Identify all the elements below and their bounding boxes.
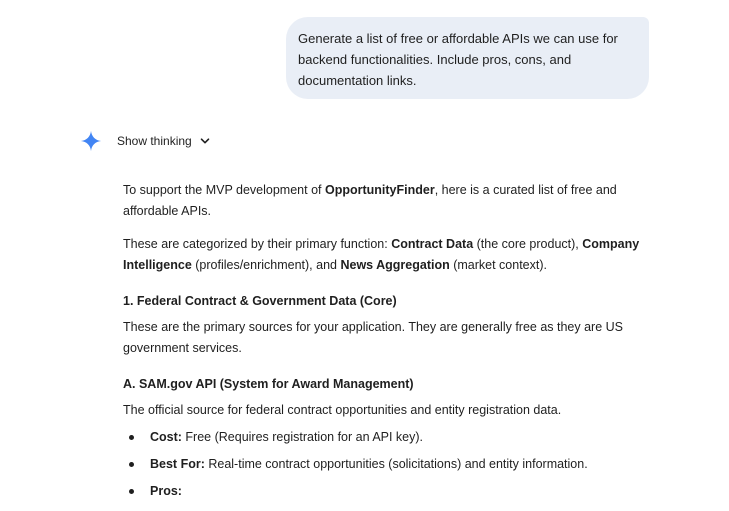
user-message-bubble <box>286 17 649 99</box>
show-thinking-button[interactable] <box>117 134 211 148</box>
bullet-dot <box>129 435 134 440</box>
show-thinking-label: Show thinking <box>117 134 192 148</box>
user-message-line: documentation links. <box>298 73 417 88</box>
section-1-text: These are the primary sources for your application. They are generally free as they are US government services. <box>123 320 624 355</box>
categories-text: (the core product), <box>473 237 583 251</box>
subsection-a-heading: A. SAM.gov API (System for Award Management) <box>123 377 414 391</box>
bullet-label: Best For: <box>150 457 205 471</box>
category-contract-data: Contract Data <box>391 237 474 251</box>
bullet-text: Real-time contract opportunities (solicitations) and entity information. <box>204 457 588 471</box>
categories-text: (profiles/enrichment), and <box>191 258 341 272</box>
list-item <box>123 454 653 481</box>
bullet-text: Free (Requires registration for an API key). <box>181 430 424 444</box>
bullet-dot <box>129 462 134 467</box>
intro-paragraph <box>123 180 653 222</box>
gemini-spark-icon <box>80 130 102 152</box>
intro-text-end: , here is a curated list of free and affordable APIs. <box>123 183 617 218</box>
chevron-down-icon <box>199 135 211 147</box>
categories-paragraph <box>123 234 653 276</box>
product-name: OpportunityFinder <box>324 183 435 197</box>
bullet-label: Pros: <box>150 484 182 498</box>
categories-text: These are categorized by their primary function: <box>123 237 392 251</box>
user-message-line: backend functionalities. Include pros, cons, and <box>298 52 572 67</box>
response-body <box>123 180 653 508</box>
section-1-heading: 1. Federal Contract & Government Data (Core) <box>123 294 397 308</box>
category-company-intelligence: Company Intelligence <box>123 237 640 272</box>
categories-text: (market context). <box>449 258 547 272</box>
intro-text: To support the MVP development of <box>123 183 325 197</box>
list-item <box>123 481 653 508</box>
user-message-line: Generate a list of free or affordable APIs we can use for <box>298 31 618 46</box>
subsection-a-text: The official source for federal contract opportunities and entity registration data. <box>123 403 562 417</box>
list-item <box>123 427 653 454</box>
subsection-a-bullets <box>123 427 653 508</box>
thinking-row <box>80 129 211 153</box>
bullet-dot <box>129 489 134 494</box>
category-news-aggregation: News Aggregation <box>340 258 450 272</box>
bullet-label: Cost: <box>150 430 182 444</box>
